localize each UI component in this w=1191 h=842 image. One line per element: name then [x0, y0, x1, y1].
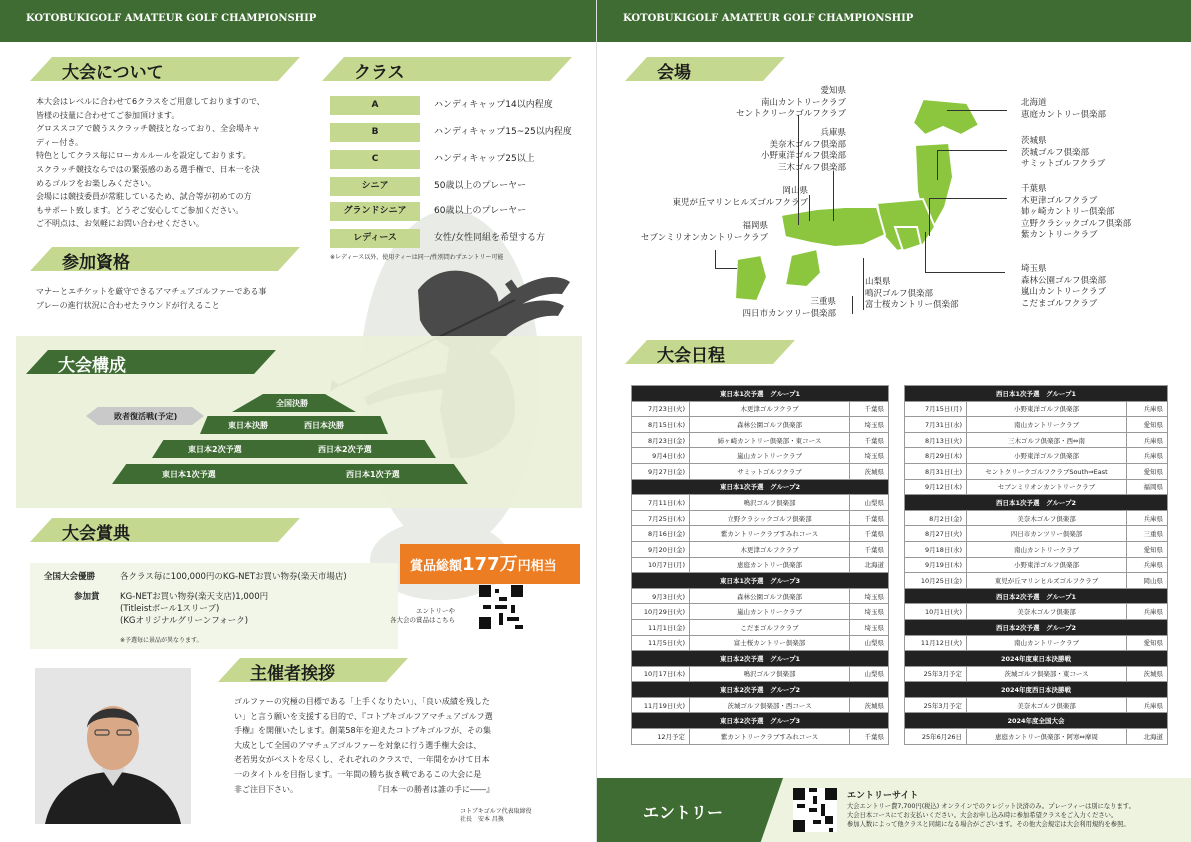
schedule-table-west: [904, 385, 1168, 745]
venue-saitama: 埼玉県 森林公園ゴルフ倶楽部 嵐山カントリークラブ こだまゴルフクラブ: [1021, 264, 1107, 309]
schedule-row: [905, 604, 1168, 620]
schedule-venue: 木更津ゴルフクラブ: [690, 541, 850, 557]
prize-total-text: 賞品総額177万円相当: [410, 554, 557, 575]
schedule-venue: 南山カントリークラブ: [967, 541, 1127, 557]
schedule-row: [905, 526, 1168, 542]
class-row: B ハンディキャップ15~25以内程度: [330, 123, 590, 142]
schedule-venue: 森林公園ゴルフ倶楽部: [690, 417, 850, 433]
schedule-group-header: [632, 479, 889, 495]
schedule-row: [905, 463, 1168, 479]
schedule-row: [632, 417, 889, 433]
schedule-date: 12月予定: [632, 729, 690, 745]
greeting-signer: コトブキゴルフ代表取締役 社長 安本 昌換: [460, 808, 532, 823]
venue-ibaraki: 茨城県 茨城ゴルフ倶楽部 サミットゴルフクラブ: [1021, 136, 1106, 170]
schedule-venue: 三木ゴルフ倶楽部・西⇔南: [967, 432, 1127, 448]
schedule-group-title: 東日本2次予選 グループ3: [632, 713, 889, 729]
map-leader-line: [833, 171, 834, 221]
about-text: 本大会はレベルに合わせて6クラスをご用意しておりますので、 皆様の技量に合わせてご参加頂けます。 グロススコアで競うスクラッチ競技となっており、全会場キャ ディー付き。 特色としてクラス毎にローカルルールを設定しております。 スクラッチ競技ならではの緊張感のある選手権で、日本一を決 めるゴルフをお楽しみください。 会場には競技委員が常駐しているため、試合等が初めての方 もサポート致します。どうぞご安心してご参加ください。 ご不明点は、お気軽にお問い合わせください。: [36, 97, 265, 229]
greeting-tagline: 『日本一の勝者は誰の手に――』: [374, 785, 494, 794]
schedule-row: [632, 510, 889, 526]
class-row: レディース 女性/女性同組を希望する方: [330, 229, 590, 248]
map-leader-line: [715, 250, 716, 268]
schedule-prefecture: 千葉県: [850, 541, 889, 557]
schedule-prefecture: 千葉県: [850, 526, 889, 542]
revival-label: 敗者復活戦(予定): [114, 412, 178, 421]
right-page: [596, 0, 1191, 842]
map-leader-line: [929, 198, 947, 199]
schedule-prefecture: 山梨県: [850, 635, 889, 651]
schedule-date: 11月1日(金): [632, 619, 690, 635]
schedule-section-title: 大会日程: [625, 338, 795, 368]
schedule-group-header: [632, 386, 889, 402]
map-leader-line: [937, 150, 938, 180]
schedule-date: 9月12日(木): [905, 479, 967, 495]
page-header-right: KOTOBUKIGOLF AMATEUR GOLF CHAMPIONSHIP: [597, 0, 1191, 42]
schedule-prefecture: 愛知県: [1127, 463, 1168, 479]
schedule-venue: 紫カントリークラブすみれコース: [690, 526, 850, 542]
schedule-venue: 茨城ゴルフ倶楽部・西コース: [690, 697, 850, 713]
schedule-group-title: 西日本1次予選 グループ1: [905, 386, 1168, 402]
map-leader-line: [925, 232, 926, 272]
schedule-group-title: 東日本2次予選 グループ1: [632, 651, 889, 667]
schedule-row: [905, 573, 1168, 589]
east-2nd-label: 東日本2次予選: [188, 445, 242, 454]
prizes-note: ※予選毎に景品が異なります。: [120, 637, 203, 644]
schedule-date: 8月29日(木): [905, 448, 967, 464]
schedule-group-title: 2024年度全国大会: [905, 713, 1168, 729]
schedule-row: [632, 604, 889, 620]
schedule-group-title: 東日本2次予選 グループ2: [632, 682, 889, 698]
class-section-title: クラス: [322, 55, 572, 85]
schedule-prefecture: 兵庫県: [1127, 557, 1168, 573]
schedule-venue: 立野クラシックゴルフ倶楽部: [690, 510, 850, 526]
schedule-row: [905, 432, 1168, 448]
schedule-row: [632, 432, 889, 448]
schedule-prefecture: 埼玉県: [850, 448, 889, 464]
entry-site-title: エントリーサイト: [847, 791, 919, 801]
class-note: ※レディース以外、使用ティーは同一/性別問わずエントリー可能: [330, 254, 504, 261]
schedule-prefecture: 埼玉県: [850, 417, 889, 433]
schedule-group-title: 西日本2次予選 グループ2: [905, 619, 1168, 635]
schedule-date: 11月12日(火): [905, 635, 967, 651]
schedule-date: 9月27日(金): [632, 463, 690, 479]
schedule-date: 10月29日(火): [632, 604, 690, 620]
east-1st-label: 東日本1次予選: [162, 470, 216, 479]
prizes-section-title: 大会賞典: [30, 516, 300, 546]
schedule-row: [905, 557, 1168, 573]
map-leader-line: [925, 272, 1005, 273]
schedule-venue: 嵐山カントリークラブ: [690, 604, 850, 620]
schedule-date: 10月7日(月): [632, 557, 690, 573]
entry-info: 大会エントリー費7,700円(税込) オンラインでのクレジット決済のみ。プレーフィーは別になります。 大会日本コースにてお支払いください。大会お申し込み時に参加希望クラスをご入力ください。 参加人数によって他クラスと同組になる場合がございます。その他大会規定は大会利用規約を参照。: [847, 803, 1135, 828]
schedule-group-header: [905, 588, 1168, 604]
west-1st-label: 西日本1次予選: [346, 470, 400, 479]
participation-label: 参加賞: [74, 592, 100, 602]
schedule-row: [632, 588, 889, 604]
schedule-row: [905, 401, 1168, 417]
schedule-date: 9月20日(金): [632, 541, 690, 557]
schedule-group-header: [905, 713, 1168, 729]
schedule-row: [632, 541, 889, 557]
schedule-group-header: [905, 651, 1168, 667]
entry-button-label: エントリー: [643, 803, 724, 822]
schedule-prefecture: 茨城県: [850, 463, 889, 479]
schedule-row: [632, 557, 889, 573]
entry-qr-code[interactable]: [793, 788, 837, 832]
about-section-title: 大会について: [30, 55, 300, 85]
schedule-prefecture: 埼玉県: [850, 619, 889, 635]
map-leader-line: [947, 110, 1007, 111]
map-leader-line: [929, 198, 930, 236]
venue-yamanashi: 山梨県 鳴沢ゴルフ倶楽部 富士桜カントリー倶楽部: [865, 277, 959, 311]
schedule-date: 9月18日(水): [905, 541, 967, 557]
schedule-prefecture: 山梨県: [850, 495, 889, 511]
schedule-venue: 東児が丘マリンヒルズゴルフクラブ: [967, 573, 1127, 589]
class-row: C ハンディキャップ25以上: [330, 150, 590, 169]
schedule-date: 11月5日(火): [632, 635, 690, 651]
schedule-prefecture: 三重県: [1127, 526, 1168, 542]
schedule-date: 7月23日(火): [632, 401, 690, 417]
schedule-row: [632, 697, 889, 713]
schedule-prefecture: 愛知県: [1127, 541, 1168, 557]
schedule-venue: サミットゴルフクラブ: [690, 463, 850, 479]
schedule-prefecture: 愛知県: [1127, 417, 1168, 433]
schedule-venue: 小野東洋ゴルフ倶楽部: [967, 401, 1127, 417]
schedule-date: 10月17日(木): [632, 666, 690, 682]
qualification-section-title: 参加資格: [30, 245, 300, 275]
greeting-section-title: 主催者挨拶: [218, 656, 408, 686]
schedule-date: 8月15日(木): [632, 417, 690, 433]
schedule-prefecture: 茨城県: [1127, 666, 1168, 682]
schedule-date: 8月2日(金): [905, 510, 967, 526]
class-row: A ハンディキャップ14以内程度: [330, 96, 590, 115]
schedule-date: 7月31日(水): [905, 417, 967, 433]
schedule-group-header: [905, 619, 1168, 635]
schedule-group-header: [632, 651, 889, 667]
schedule-prefecture: 兵庫県: [1127, 401, 1168, 417]
schedule-date: 11月19日(火): [632, 697, 690, 713]
schedule-date: 9月3日(火): [632, 588, 690, 604]
schedule-date: 7月25日(木): [632, 510, 690, 526]
schedule-venue: 四日市カンツリー倶楽部: [967, 526, 1127, 542]
schedule-prefecture: 埼玉県: [850, 604, 889, 620]
schedule-row: [632, 619, 889, 635]
schedule-venue: 姉ヶ崎カントリー倶楽部・東コース: [690, 432, 850, 448]
schedule-date: 9月4日(水): [632, 448, 690, 464]
schedule-prefecture: 千葉県: [850, 401, 889, 417]
map-leader-line: [809, 195, 810, 221]
schedule-row: [905, 448, 1168, 464]
schedule-date: 25年3月予定: [905, 666, 967, 682]
schedule-group-header: [905, 682, 1168, 698]
schedule-venue: 紫カントリークラブすみれコース: [690, 729, 850, 745]
schedule-group-title: 2024年度東日本決勝戦: [905, 651, 1168, 667]
schedule-date: 8月23日(金): [632, 432, 690, 448]
schedule-prefecture: 兵庫県: [1127, 448, 1168, 464]
schedule-date: 8月27日(火): [905, 526, 967, 542]
schedule-prefecture: 愛知県: [1127, 635, 1168, 651]
page-header-left: KOTOBUKIGOLF AMATEUR GOLF CHAMPIONSHIP: [0, 0, 596, 42]
schedule-date: 8月16日(金): [632, 526, 690, 542]
schedule-venue: 茨城ゴルフ倶楽部・東コース: [967, 666, 1127, 682]
map-leader-line: [863, 258, 864, 310]
schedule-date: 8月31日(土): [905, 463, 967, 479]
participation-desc: KG-NETお買い物券(楽天支店)1,000円 (Titleistボール1スリーブ) (KGオリジナルグリーンフォーク): [120, 592, 269, 626]
schedule-row: [632, 526, 889, 542]
schedule-prefecture: 兵庫県: [1127, 697, 1168, 713]
venue-okayama: 岡山県 東児が丘マリンヒルズゴルフクラブ: [672, 186, 808, 208]
map-leader-line: [937, 150, 1007, 151]
schedule-row: [905, 697, 1168, 713]
schedule-date: 8月13日(火): [905, 432, 967, 448]
champ-label: 全国大会優勝: [44, 572, 96, 582]
schedule-group-header: [632, 713, 889, 729]
schedule-row: [905, 666, 1168, 682]
schedule-row: [632, 729, 889, 745]
structure-section-title: 大会構成: [26, 348, 276, 378]
prizes-qr-code[interactable]: [479, 585, 523, 629]
schedule-date: 9月19日(木): [905, 557, 967, 573]
schedule-date: 10月25日(金): [905, 573, 967, 589]
schedule-venue: 嵐山カントリークラブ: [690, 448, 850, 464]
schedule-prefecture: 山梨県: [850, 666, 889, 682]
schedule-venue: 小野東洋ゴルフ倶楽部: [967, 448, 1127, 464]
schedule-venue: 恵庭カントリー倶楽部: [690, 557, 850, 573]
class-row: シニア 50歳以上のプレーヤー: [330, 177, 590, 196]
schedule-prefecture: 兵庫県: [1127, 604, 1168, 620]
venue-hokkaido: 北海道 恵庭カントリー倶楽部: [1021, 98, 1107, 120]
schedule-prefecture: 千葉県: [850, 510, 889, 526]
schedule-group-header: [905, 386, 1168, 402]
schedule-venue: 森林公園ゴルフ倶楽部: [690, 588, 850, 604]
schedule-date: 25年6月26日: [905, 729, 967, 745]
venue-fukuoka: 福岡県 セブンミリオンカントリークラブ: [640, 221, 768, 243]
schedule-group-header: [905, 495, 1168, 511]
schedule-venue: 木更津ゴルフクラブ: [690, 401, 850, 417]
schedule-venue: 鳴沢ゴルフ倶楽部: [690, 495, 850, 511]
schedule-prefecture: 北海道: [1127, 729, 1168, 745]
schedule-date: 10月1日(火): [905, 604, 967, 620]
schedule-venue: セントクリークゴルフクラブSouth⇒East: [967, 463, 1127, 479]
schedule-group-title: 西日本1次予選 グループ2: [905, 495, 1168, 511]
champ-desc: 各クラス毎に100,000円のKG-NETお買い物券(楽天市場店): [120, 572, 347, 582]
map-leader-line: [947, 198, 1007, 199]
schedule-table-east: [631, 385, 889, 745]
schedule-row: [632, 463, 889, 479]
schedule-group-title: 東日本1次予選 グループ2: [632, 479, 889, 495]
schedule-prefecture: 兵庫県: [1127, 510, 1168, 526]
schedule-prefecture: 福岡県: [1127, 479, 1168, 495]
schedule-venue: 美奈木ゴルフ倶楽部: [967, 697, 1127, 713]
schedule-group-title: 東日本1次予選 グループ1: [632, 386, 889, 402]
schedule-date: 25年3月予定: [905, 697, 967, 713]
ceo-photo: [35, 668, 191, 824]
venue-hyogo: 兵庫県 美奈木ゴルフ倶楽部 小野東洋ゴルフ倶楽部 三木ゴルフ倶楽部: [760, 128, 846, 173]
west-final-label: 西日本決勝: [304, 421, 344, 430]
map-leader-line: [852, 296, 853, 314]
schedule-row: [632, 401, 889, 417]
schedule-prefecture: 北海道: [850, 557, 889, 573]
west-2nd-label: 西日本2次予選: [318, 445, 372, 454]
schedule-prefecture: 千葉県: [850, 729, 889, 745]
schedule-venue: 鳴沢ゴルフ倶楽部: [690, 666, 850, 682]
schedule-group-title: 2024年度西日本決勝戦: [905, 682, 1168, 698]
map-leader-line: [715, 268, 737, 269]
prizes-qr-caption: エントリーや 各大会の賞品はこちら: [390, 607, 455, 624]
schedule-row: [905, 510, 1168, 526]
schedule-venue: 富士桜カントリー倶楽部: [690, 635, 850, 651]
schedule-row: [632, 666, 889, 682]
schedule-prefecture: 茨城県: [850, 697, 889, 713]
venue-mie: 三重県 四日市カンツリー倶楽部: [742, 297, 836, 319]
venue-aichi: 愛知県 南山カントリークラブ セントクリークゴルフクラブ: [736, 86, 846, 120]
final-label: 全国決勝: [276, 399, 308, 408]
schedule-venue: 美奈木ゴルフ倶楽部: [967, 510, 1127, 526]
schedule-prefecture: 兵庫県: [1127, 432, 1168, 448]
schedule-row: [905, 417, 1168, 433]
schedule-row: [905, 479, 1168, 495]
schedule-row: [905, 635, 1168, 651]
schedule-prefecture: 千葉県: [850, 432, 889, 448]
schedule-group-header: [632, 682, 889, 698]
schedule-prefecture: 岡山県: [1127, 573, 1168, 589]
schedule-row: [632, 635, 889, 651]
greeting-text: ゴルファーの究極の目標である「上手くなりたい」、「良い成績を残した い」と言う願いを支援する目的で、『コトブキゴルフアマチュアゴルフ選 手権』を開催いたします。創業58年を迎えたコトブキゴルフが、その集 大成として全国のアマチュアゴルファーを対象に行う選手権大会は、 老若男女がベストを尽くし、それぞれのクラスで、一年間をかけて日本 一のタイトルを目指します。一年間の勝ち抜き戦であるこの大会に是 非ご注目下さい。: [234, 697, 493, 794]
schedule-venue: 小野東洋ゴルフ倶楽部: [967, 557, 1127, 573]
schedule-group-title: 東日本1次予選 グループ3: [632, 573, 889, 589]
schedule-venue: 南山カントリークラブ: [967, 635, 1127, 651]
schedule-date: 7月15日(月): [905, 401, 967, 417]
east-final-label: 東日本決勝: [228, 421, 268, 430]
schedule-row: [905, 541, 1168, 557]
venue-section-title: 会場: [625, 55, 785, 85]
schedule-row: [905, 729, 1168, 745]
schedule-venue: 南山カントリークラブ: [967, 417, 1127, 433]
schedule-venue: セブンミリオンカントリークラブ: [967, 479, 1127, 495]
schedule-group-title: 西日本2次予選 グループ1: [905, 588, 1168, 604]
schedule-row: [632, 448, 889, 464]
schedule-venue: こだまゴルフクラブ: [690, 619, 850, 635]
qualification-text: マナーとエチケットを厳守できるアマチュアゴルファーである事 プレーの進行状況に合わせたラウンドが行えること: [36, 287, 267, 310]
schedule-group-header: [632, 573, 889, 589]
schedule-prefecture: 埼玉県: [850, 588, 889, 604]
schedule-date: 7月11日(木): [632, 495, 690, 511]
class-row: グランドシニア 60歳以上のプレーヤー: [330, 202, 590, 221]
venue-chiba: 千葉県 木更津ゴルフクラブ 姉ヶ崎カントリー倶楽部 立野クラシックゴルフ倶楽部 紫カントリークラブ: [1021, 184, 1132, 241]
schedule-venue: 美奈木ゴルフ倶楽部: [967, 604, 1127, 620]
schedule-row: [632, 495, 889, 511]
schedule-venue: 恵庭カントリー倶楽部・阿寒⇔摩周: [967, 729, 1127, 745]
